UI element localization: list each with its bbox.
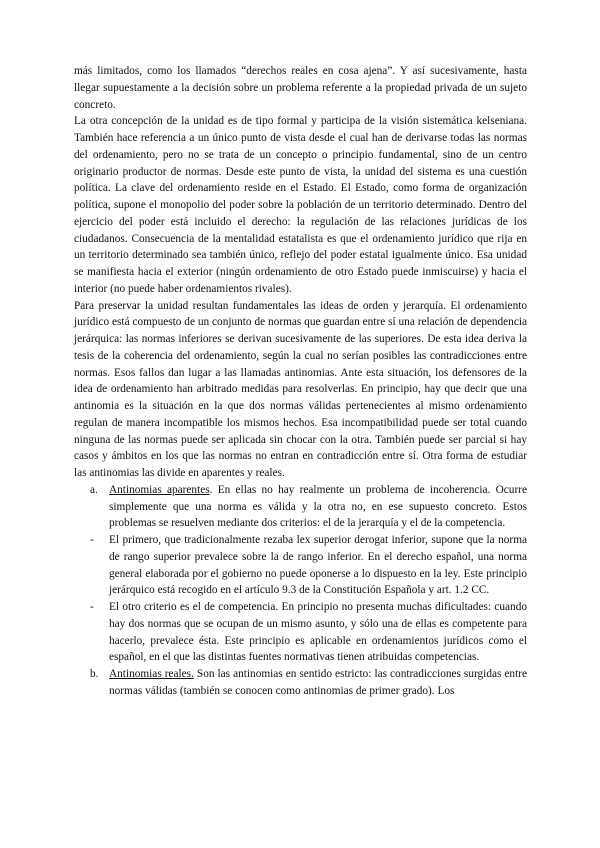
body-text bbox=[74, 63, 527, 700]
list-marker: a. bbox=[90, 483, 98, 496]
paragraph-continuation: más limitados, como los llamados “derechos reales en cosa ajena”. Y así sucesivamente, hasta llegar supuestamente a la decisión sobre un problema referente a la propiedad privada de un sujeto concreto. bbox=[74, 65, 527, 111]
list-term: Antinomias reales. bbox=[109, 668, 194, 680]
list-marker: b. bbox=[90, 668, 99, 680]
list-text: Son las antinomias en sentido estricto: las contradicciones surgidas entre normas válidas (también se conocen como antinomias de primer grado). Los bbox=[109, 668, 527, 697]
list-item bbox=[74, 482, 527, 532]
list-marker: - bbox=[90, 601, 94, 613]
paragraph-order-hierarchy: Para preservar la unidad resultan fundamentales las ideas de orden y jerarquía. El ordenamiento jurídico está compuesto de un conjunto de normas que guardan entre sí una relación de dependencia jerárquica: las normas inferiores se derivan sucesivamente de las superiores. De esta idea deriva la tesis de la coherencia del ordenamiento, según la cual no serían posibles las contradicciones entre normas. Esos fallos dan lugar a las llamadas antinomias. Ante esta situación, los defensores de la idea de ordenamiento han arbitrado medidas para resolverlas. En principio, hay que decir que una antinomia es la situación en la que dos normas válidas pertenecientes al mismo ordenamiento regulan de manera incompatible los mismos hechos. Esa incompatibilidad puede ser total cuando ninguna de las normas puede ser aplicada sin chocar con la otra. También puede ser parcial si hay casos y ámbitos en los que las normas no entran en contradicción entre sí. Otra forma de estudiar las antinomias las divide en aparentes y reales. bbox=[74, 299, 527, 479]
antinomies-list bbox=[74, 482, 527, 700]
list-item bbox=[74, 599, 527, 666]
list-text: El primero, que tradicionalmente rezaba lex superior derogat inferior, supone que la norma de rango superior prevalece sobre la de rango inferior. En el derecho español, una norma general elaborada por el gobierno no puede oponerse a lo dispuesto en la ley. Este principio jerárquico está recogido en el artículo 9.3 de la Constitución Española y art. 1.2 CC. bbox=[109, 534, 527, 597]
list-text: . En ellas no hay realmente un problema de incoherencia. Ocurre simplemente que una norma es válida y la otra no, en ese supuesto concreto. Estos problemas se resuelven mediante dos criterios: el de la jerarquía y el de la competencia. bbox=[109, 483, 527, 530]
paragraph-formal-unity: La otra concepción de la unidad es de tipo formal y participa de la visión sistemática kelseniana. También hace referencia a un único punto de vista desde el cual han de derivarse todas las normas del ordenamiento, pero no se trata de un concepto o principio fundamental, sino de un centro originario productor de normas. Desde este punto de vista, la unidad del sistema es una cuestión política. La clave del ordenamiento reside en el Estado. El Estado, como forma de organización política, supone el monopolio del poder sobre la población de un territorio determinado. Dentro del ejercicio del poder está incluido el derecho: la regulación de las relaciones jurídicas de los ciudadanos. Consecuencia de la mentalidad estatalista es que el ordenamiento jurídico que rija en un territorio determinado sea también único, reflejo del poder estatal igualmente único. Esa unidad se manifiesta hacia el exterior (ningún ordenamiento de otro Estado puede inmiscuirse) y hacia el interior (no puede haber ordenamientos rivales). bbox=[74, 115, 527, 295]
list-marker: - bbox=[90, 534, 94, 546]
list-item bbox=[74, 666, 527, 700]
list-term: Antinomias aparentes bbox=[109, 483, 210, 496]
list-item bbox=[74, 532, 527, 599]
list-text: El otro criterio es el de competencia. En principio no presenta muchas dificultades: cuando hay dos normas que se ocupan de un mismo asunto, y sólo una de ellas es competente para hacerlo, prevalece ésta. Este principio es aplicable en ordenamientos jurídicos como el español, en el que las distintas fuentes normativas tienen atribuidas competencias. bbox=[109, 601, 527, 664]
